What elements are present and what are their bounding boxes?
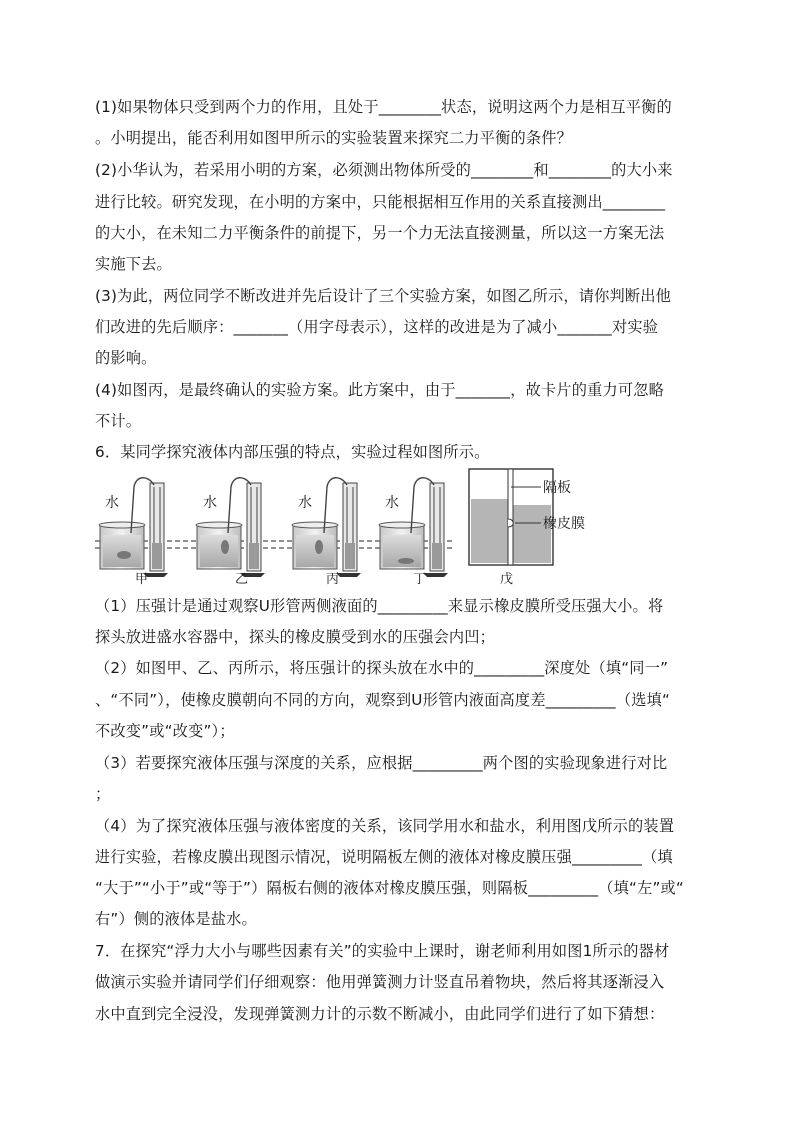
- water-label: 水: [105, 495, 119, 511]
- water-label: 水: [203, 495, 217, 511]
- text-line: 、“不同”），使橡皮膜朝向不同的方向，观察到U形管内液面高度差_________（选填“: [95, 691, 671, 709]
- caption-wu: 戊: [500, 572, 514, 587]
- text-line: 。小明提出，能否利用如图甲所示的实验装置来探究二力平衡的条件？: [95, 129, 573, 147]
- text-line: 右”）侧的液体是盐水。: [95, 910, 257, 928]
- text-line: 实施下去。: [95, 255, 172, 273]
- question-6-stem: 6．某同学探究液体内部压强的特点，实验过程如图所示。: [95, 443, 490, 461]
- caption-jia: 甲: [135, 572, 149, 587]
- partition-label: 隔板: [543, 480, 571, 496]
- caption-bing: 丙: [326, 572, 340, 587]
- caption-yi: 乙: [235, 572, 249, 587]
- text-line: 进行比较。研究发现，在小明的方案中，只能根据相互作用的关系直接测出________: [95, 193, 666, 211]
- text-line: 不计。: [95, 412, 142, 430]
- text-line: 探头放进盛水容器中，探头的橡皮膜受到水的压强会内凹；: [95, 628, 496, 646]
- text-line: 不改变”或“改变”）；: [95, 722, 235, 740]
- text-line: （4）为了探究液体压强与液体密度的关系，该同学用水和盐水，利用图戊所示的装置: [95, 817, 675, 835]
- pressure-experiment-figure: [95, 465, 585, 587]
- apparatus-yi: [196, 478, 265, 577]
- text-line: (2)小华认为，若采用小明的方案，必须测出物体所受的________和________的大小来: [95, 161, 673, 179]
- water-label: 水: [298, 495, 312, 511]
- text-line: (4)如图丙，是最终确认的实验方案。此方案中，由于_______，故卡片的重力可忽略: [95, 381, 665, 399]
- text-line: ；: [95, 785, 111, 803]
- apparatus-wu: [469, 469, 553, 565]
- text-line: （2）如图甲、乙、丙所示，将压强计的探头放在水中的_________深度处（填“同一”: [95, 659, 669, 677]
- water-label: 水: [385, 495, 399, 511]
- question-7-stem: 7．在探究“浮力大小与哪些因素有关”的实验中上课时，谢老师利用如图1所示的器材: [95, 942, 670, 960]
- membrane-label: 橡皮膜: [543, 516, 585, 532]
- apparatus-bing: [292, 478, 361, 577]
- caption-ding: 丁: [413, 572, 427, 587]
- text-line: 的影响。: [95, 349, 157, 367]
- text-line: （3）若要探究液体压强与深度的关系，应根据_________两个图的实验现象进行对比: [95, 754, 668, 772]
- text-line: 水中直到完全浸没，发现弹簧测力计的示数不断减小，由此同学们进行了如下猜想：: [95, 1005, 665, 1023]
- apparatus-jia: [99, 478, 168, 577]
- text-line: （1）压强计是通过观察U形管两侧液面的_________来显示橡皮膜所受压强大小。将: [95, 597, 664, 615]
- text-line: 们改进的先后顺序：_______（用字母表示），这样的改进是为了减小_______对实验: [95, 318, 659, 336]
- text-line: 进行实验，若橡皮膜出现图示情况，说明隔板左侧的液体对橡皮膜压强_________（填: [95, 848, 673, 866]
- text-line: 做演示实验并请同学们仔细观察：他用弹簧测力计竖直吊着物块，然后将其逐渐浸入: [95, 973, 665, 991]
- text-line: “大于”“小于”或“等于”）隔板右侧的液体对橡皮膜压强，则隔板_________（填“左”或“: [95, 879, 684, 897]
- text-line: (3)为此，两位同学不断改进并先后设计了三个实验方案，如图乙所示，请你判断出他: [95, 287, 672, 305]
- text-line: 的大小，在未知二力平衡条件的前提下，另一个力无法直接测量，所以这一方案无法: [95, 224, 665, 242]
- apparatus-ding: [379, 478, 448, 577]
- text-line: (1)如果物体只受到两个力的作用，且处于________状态，说明这两个力是相互平衡的: [95, 98, 672, 116]
